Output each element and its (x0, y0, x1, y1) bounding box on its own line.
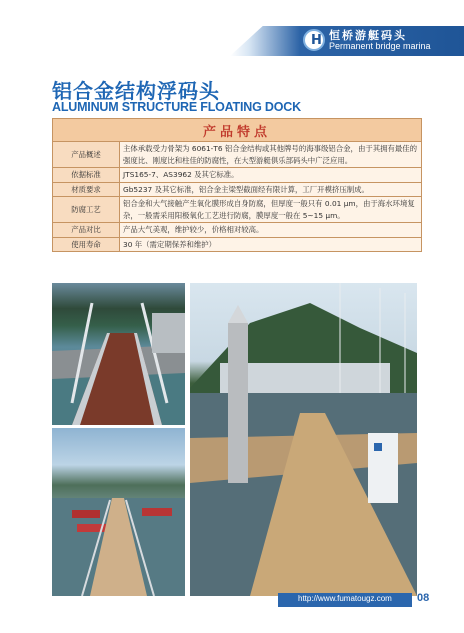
marina-boats-photo (52, 428, 185, 596)
website-url[interactable]: http://www.fumatougz.com (298, 594, 392, 603)
table-row (53, 223, 422, 238)
row-value: Gb5237 及其它标准，铝合金主梁型截面经有限计算，工厂开模挤压制成。 (120, 182, 422, 197)
table-row (53, 237, 422, 252)
page-title-cn: 铝合金结构浮码头 (52, 79, 220, 103)
row-value: 产品大气美观，维护较少，价格相对较高。 (120, 223, 422, 238)
row-label: 产品概述 (53, 142, 120, 168)
brand-name-en: Permanent bridge marina (329, 41, 431, 51)
row-value: 30 年（需定期保养和维护） (120, 237, 422, 252)
table-row (53, 197, 422, 223)
gangway-photo (52, 283, 185, 425)
table-row (53, 182, 422, 197)
table-header: 产品特点 (53, 119, 422, 142)
row-label: 使用寿命 (53, 237, 120, 252)
row-value: 铝合金和大气接触产生氧化膜形成自身防腐，但厚度一般只有 0.01 μm，由于海水环境复杂，一般需采用阳极氧化工艺进行防腐，膜厚度一般在 5~15 μm。 (120, 197, 422, 223)
page-number: 08 (417, 592, 430, 604)
row-label: 产品对比 (53, 223, 120, 238)
brand-logo-icon: H (303, 29, 325, 51)
row-value: JTS165-7、AS3962 及其它标准。 (120, 168, 422, 183)
floating-dock-photo (190, 283, 417, 596)
row-label: 防腐工艺 (53, 197, 120, 223)
brand-name-cn: 恒桥游艇码头 (329, 29, 407, 42)
row-value: 主体承载受力骨架为 6061-T6 铝合金结构或其他牌号的海事级铝合金，由于其拥有最佳的强度比、刚度比和柱佳的防腐性，在大型游艇俱乐部码头中广泛应用。 (120, 142, 422, 168)
table-row (53, 168, 422, 183)
row-label: 依据标准 (53, 168, 120, 183)
table-row (53, 142, 422, 168)
product-features-table (52, 118, 422, 252)
row-label: 材质要求 (53, 182, 120, 197)
page-title-en: ALUMINUM STRUCTURE FLOATING DOCK (52, 100, 301, 114)
